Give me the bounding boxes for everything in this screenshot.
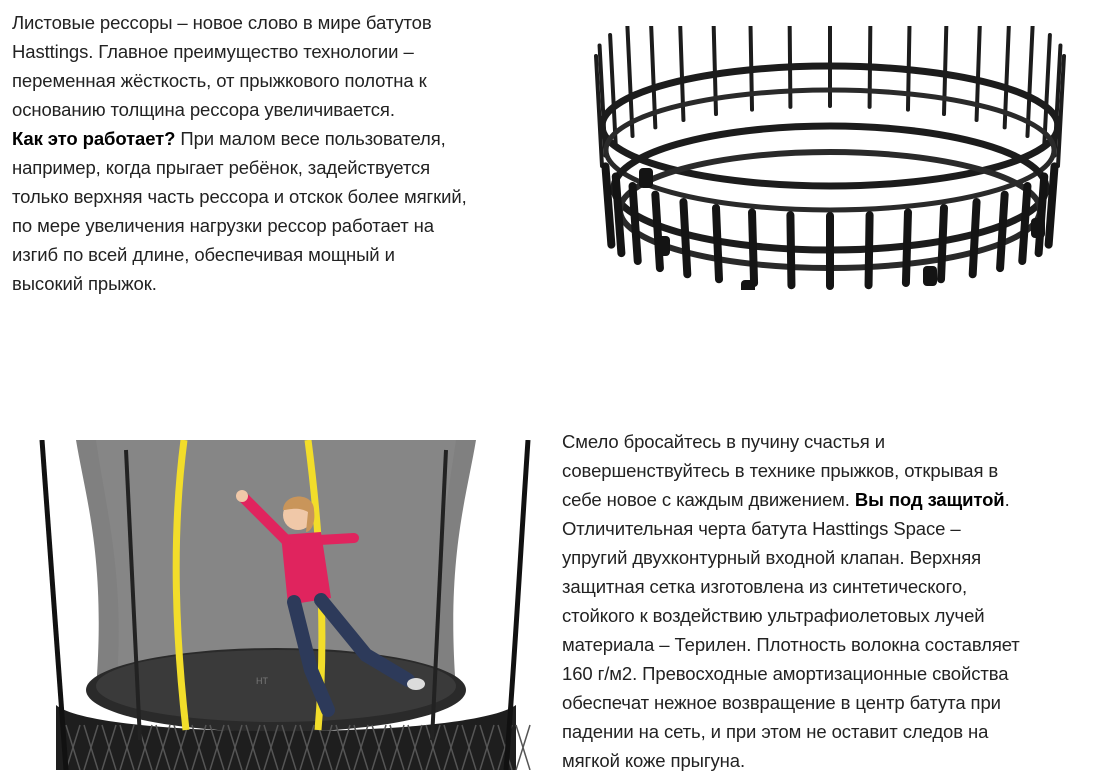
leaf-springs-frame-image — [578, 26, 1086, 290]
text-line: по мере увеличения нагрузки рессор работает на — [12, 215, 434, 236]
how-it-works-heading: Как это работает? — [12, 128, 176, 149]
text-line: упругий двухконтурный входной клапан. Верхняя — [562, 547, 982, 568]
trampoline-with-child-photo — [36, 440, 536, 770]
you-are-protected-bold: Вы под защитой — [854, 489, 1005, 510]
text-line: переменная жёсткость, от прыжкового полотна к — [12, 70, 427, 91]
text-line: стойкого к воздействию ультрафиолетовых лучей — [562, 605, 985, 626]
text-line: основанию толщина рессора увеличивается. — [12, 99, 395, 120]
text-line: обеспечат нежное возвращение в центр батута при — [562, 692, 1001, 713]
svg-text:HT: HT — [256, 676, 268, 686]
text-line: материала – Терилен. Плотность волокна составляет — [562, 634, 1020, 655]
text-line: . — [1004, 489, 1010, 510]
text-line: Hasttings. Главное преимущество технологии – — [12, 41, 414, 62]
text-line: совершенствуйтесь в технике прыжков, открывая в — [562, 460, 999, 481]
text-line: только верхняя часть рессора и отскок более мягкий, — [12, 186, 467, 207]
text-line: 160 г/м2. Превосходные амортизационные свойства — [562, 663, 1009, 684]
text-line: Смело бросайтесь в пучину счастья и — [562, 431, 885, 452]
text-line: изгиб по всей длине, обеспечивая мощный и — [12, 244, 395, 265]
text-line: мягкой коже прыгуна. — [562, 750, 745, 771]
springs-description — [12, 8, 502, 298]
text-line: например, когда прыгает ребёнок, задействуется — [12, 157, 431, 178]
text-line: При малом весе пользователя, — [175, 128, 446, 149]
text-line: падении на сеть, и при этом не оставит следов на — [562, 721, 989, 742]
safety-net-description — [562, 427, 1092, 775]
text-line: защитная сетка изготовлена из синтетического, — [562, 576, 968, 597]
text-line: себе новое с каждым движением. — [562, 489, 855, 510]
text-line: Отличительная черта батута Hasttings Space – — [562, 518, 961, 539]
text-line: высокий прыжок. — [12, 273, 157, 294]
text-line: Листовые рессоры – новое слово в мире батутов — [12, 12, 432, 33]
